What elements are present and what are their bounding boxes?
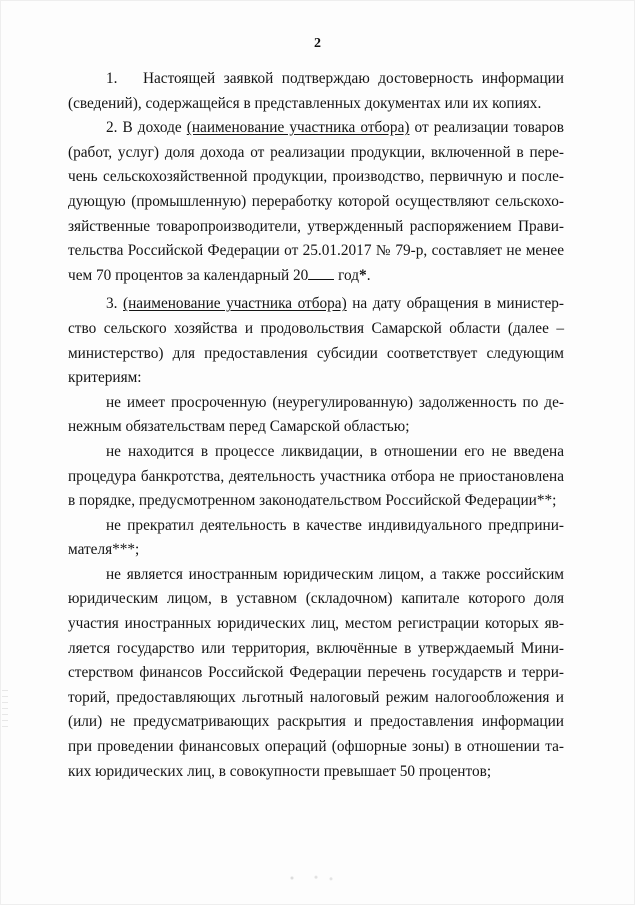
paragraph-1-text: 1. Настоящей заявкой подтверждаю достоверность информации (сведений), содержащейся в представленных документах или их копиях. (68, 70, 564, 112)
paragraph-2 (68, 116, 564, 288)
paragraph-1 (68, 67, 564, 116)
year-blank-field (308, 267, 334, 280)
criterion-liquidation (68, 440, 564, 514)
page-number: 2 (314, 36, 321, 51)
criterion-debt-text: не имеет просроченную (неурегулированную) задолженность по денежным обязательствам перед Самарской областью; (68, 393, 564, 436)
paragraph-3-lead: 3. (106, 295, 124, 313)
footnote-mark-1: * (359, 266, 367, 284)
criterion-entrepreneur-text: не прекратил деятельность в качестве индивидуального предпринимателя***; (68, 516, 564, 559)
scan-edge-artifact (2, 690, 8, 730)
paragraph-3-text: на дату обращения в министерство сельского хозяйства и продовольствия Самарской области (далее – министерство) для предоставления субсидии соответствует следующим критериям: (68, 295, 565, 387)
paragraph-3 (68, 292, 564, 390)
criterion-debt (68, 391, 564, 440)
paragraph-2-text: от реализации товаров (работ, услуг) доля дохода от реализации продукции, включенной в перечень сельскохозяйственной продукции, производство, первичную и последующую (промышленную) переработку которой осуществляют сельскохозяйственные товаропроизводители, утвержденный распоряжением Правительства Российской Федерации от 25.01.2017 № 79-р, составляет не менее чем 70 процентов за календарный 20 (68, 119, 564, 284)
paragraph-2-dot: . (366, 266, 371, 284)
participant-name-placeholder-2: (наименование участника отбора) (123, 295, 347, 313)
paragraph-2-year-word: год (334, 266, 360, 284)
participant-name-placeholder-1: (наименование участника отбора) (186, 119, 410, 137)
scan-artifact (280, 874, 340, 882)
criterion-entrepreneur (68, 514, 564, 563)
document-body (68, 67, 564, 784)
criterion-liquidation-text: не находится в процессе ликвидации, в отношении его не введена процедура банкротства, деятельность участника отбора не приостановлена в порядке, предусмотренном законодательством Российской Федерации**; (68, 442, 564, 510)
criterion-foreign-entity (68, 563, 564, 784)
criterion-foreign-entity-text: не является иностранным юридическим лицом, а также российским юридическим лицом, в уставном (складочном) капитале которого доля участия иностранных юридических лиц, местом регистрации которых является государство или территория, включённые в утверждаемый Министерством финансов Российской Федерации перечень государств и территорий, предоставляющих льготный налоговый режим налогообложения и (или) не предусматривающих раскрытия и предоставления информации при проведении финансовых операций (офшорные зоны) в отношении таких юридических лиц, в совокупности превышает 50 процентов; (68, 565, 564, 780)
paragraph-2-lead: 2. В доходе (106, 119, 187, 137)
